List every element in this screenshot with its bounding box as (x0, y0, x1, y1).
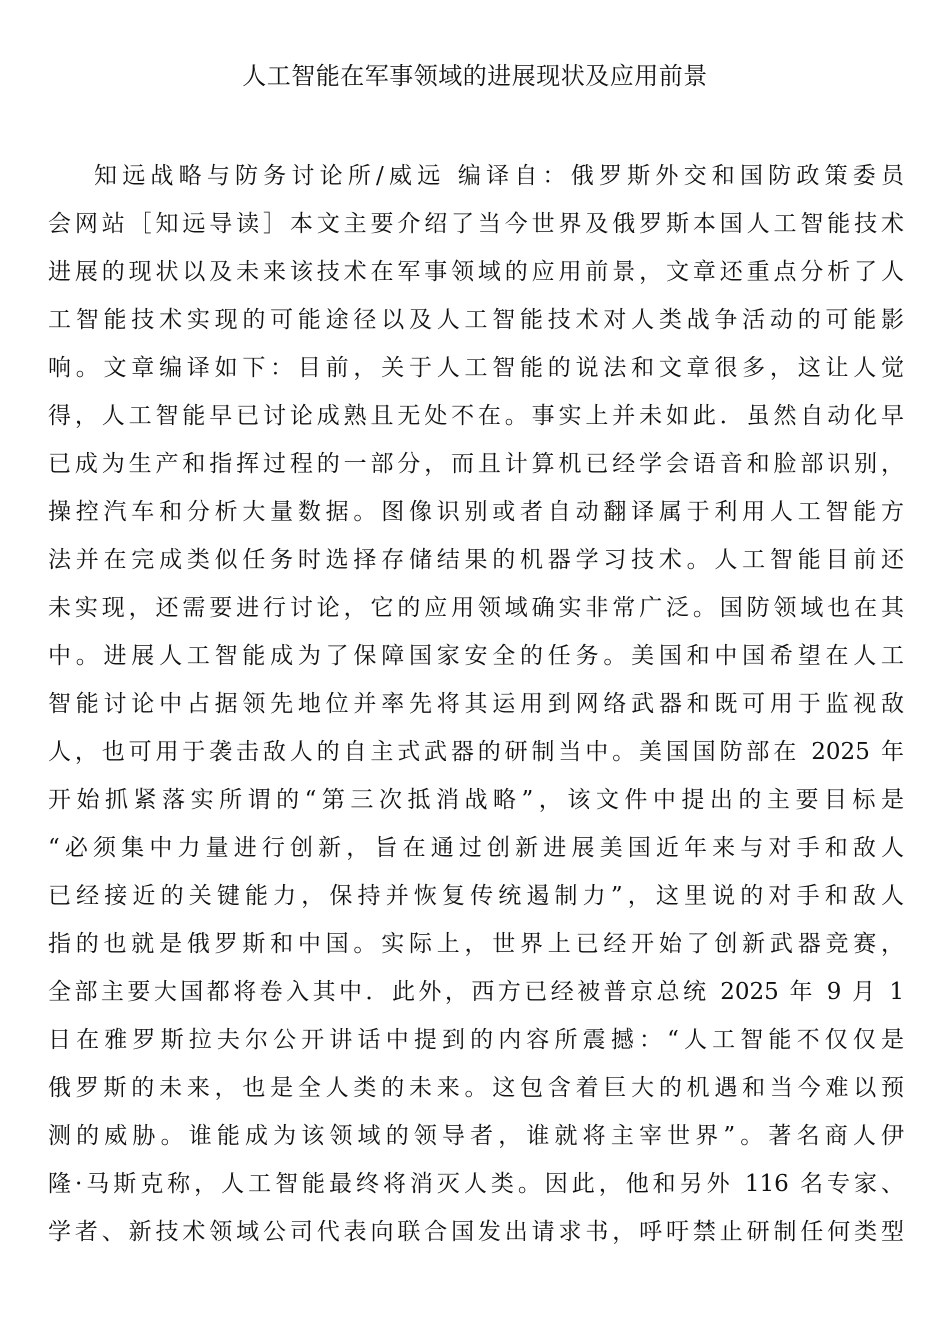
text-line: 开始抓紧落实所谓的“第三次抵消战略”，该文件中提出的主要目标是 (48, 787, 904, 813)
text-line: 俄罗斯的未来，也是全人类的未来。这包含着巨大的机遇和当今难以预 (48, 1075, 904, 1101)
text-line: “必须集中力量进行创新，旨在通过创新进展美国近年来与对手和敌人 (48, 835, 904, 861)
text-line: 全部主要大国都将卷入其中．此外，西方已经被普京总统 2025 年 9 月 1 (48, 979, 904, 1005)
text-line: 进展的现状以及未来该技术在军事领域的应用前景，文章还重点分析了人 (48, 259, 904, 285)
text-line: 隆·马斯克称，人工智能最终将消灭人类。因此，他和另外 116 名专家、 (48, 1171, 904, 1197)
text-line: 测的威胁。谁能成为该领域的领导者，谁就将主宰世界”。著名商人伊 (48, 1123, 904, 1149)
text-line: 工智能技术实现的可能途径以及人工智能技术对人类战争活动的可能影 (48, 307, 904, 333)
text-line: 日在雅罗斯拉夫尔公开讲话中提到的内容所震撼：“人工智能不仅仅是 (48, 1027, 904, 1053)
text-line: 人，也可用于袭击敌人的自主式武器的研制当中。美国国防部在 2025 年 (48, 739, 904, 765)
text-line: 未实现，还需要进行讨论，它的应用领域确实非常广泛。国防领域也在其 (48, 595, 904, 621)
article-body (48, 152, 904, 1256)
text-line: 已成为生产和指挥过程的一部分，而且计算机已经学会语音和脸部识别， (48, 451, 904, 477)
text-line: 中。进展人工智能成为了保障国家安全的任务。美国和中国希望在人工 (48, 643, 904, 669)
document-title: 人工智能在军事领域的进展现状及应用前景 (242, 62, 708, 90)
text-line: 响。文章编译如下：目前，关于人工智能的说法和文章很多，这让人觉 (48, 355, 904, 381)
text-line: 知远战略与防务讨论所/威远 编译自：俄罗斯外交和国防政策委员 (94, 163, 904, 189)
text-line: 学者、新技术领域公司代表向联合国发出请求书，呼吁禁止研制任何类型 (48, 1219, 904, 1245)
text-line: 会网站［知远导读］本文主要介绍了当今世界及俄罗斯本国人工智能技术 (48, 211, 904, 237)
text-line: 得，人工智能早已讨论成熟且无处不在。事实上并未如此．虽然自动化早 (48, 403, 904, 429)
text-line: 法并在完成类似任务时选择存储结果的机器学习技术。人工智能目前还 (48, 547, 904, 573)
text-line: 操控汽车和分析大量数据。图像识别或者自动翻译属于利用人工智能方 (48, 499, 904, 525)
text-line: 指的也就是俄罗斯和中国。实际上，世界上已经开始了创新武器竞赛， (48, 931, 904, 957)
text-line: 智能讨论中占据领先地位并率先将其运用到网络武器和既可用于监视敌 (48, 691, 904, 717)
text-line: 已经接近的关键能力，保持并恢复传统遏制力”，这里说的对手和敌人 (48, 883, 904, 909)
